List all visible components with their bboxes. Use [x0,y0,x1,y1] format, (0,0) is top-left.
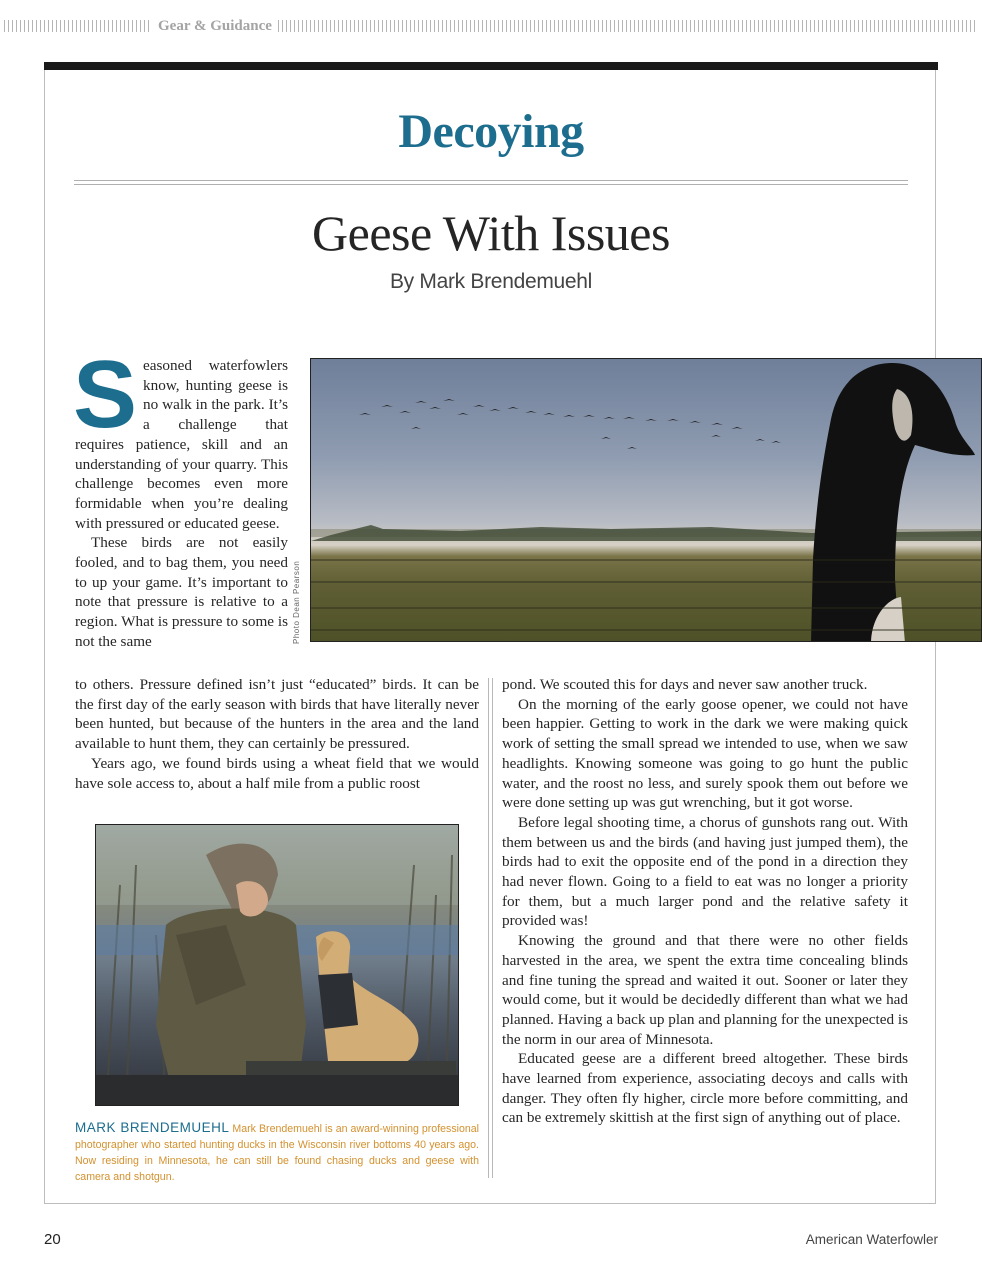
caption-bio: Mark Brendemuehl is an award-winning professional photographer who started hunting ducks in the Wisconsin river bottoms 40 years ago. Now residing in Minnesota, he can still be found chasing ducks and geese with camera and shotgun. [75,1123,480,1183]
right-column [502,675,908,1128]
column-divider [488,678,493,1178]
hero-photo-illustration [311,359,982,642]
article-headline: Geese With Issues [312,205,670,261]
tick-rule-left [4,20,152,32]
tick-rule-right [278,20,978,32]
drop-cap: S [73,341,138,448]
right-paragraph-1: pond. We scouted this for days and never saw another truck. [502,676,868,693]
author-photo-hunter-dog [95,824,459,1106]
section-header-strip [0,16,982,36]
right-paragraph-3: Before legal shooting time, a chorus of gunshots rang out. With them between us and the birds (and having just jumped them), the birds had to exit the opposite end of the pond in a direction they had never flown. Going to a field to eat was no longer a priority for them, but a much larger pond and the relative safety it provided was! [502,813,908,930]
caption-author-name: MARK BRENDEMUEHL [75,1120,230,1135]
flying-geese-flock [359,399,781,449]
decoy-goose-silhouette [811,363,975,642]
author-caption [75,1120,479,1185]
right-paragraph-5: Educated geese are a different breed altogether. These birds have learned from experience, associating decoys and calls with danger. They often fly higher, circle more before committing, and can be extremely skittish at the first sign of anything out of place. [502,1050,908,1127]
publication-name: American Waterfowler [805,1232,938,1247]
page-number: 20 [44,1231,61,1248]
right-paragraph-2: On the morning of the early goose opener, we could not have been happier. Getting to work in the dark we were making quick work of setting the small spread we intended to use, when we saw headlights. Knowing someone was going to go hunt the public water, and the roost no less, and surely spook them out before we were done setting up was gut wrenching, but it got worse. [502,695,908,812]
photo-credit: Photo Dean Pearson [292,560,301,644]
intro-column [73,341,288,652]
left-paragraph-1: to others. Pressure defined isn’t just “educated” birds. It can be the first day of the early season with birds that have literally never been hunted, but because of the hunters in the area and the land available to hunt them, they can certainly be pressured. [75,676,479,753]
intro-text: easoned waterfowlers know, hunting geese is no walk in the park. It’s a challenge that requires patience, skill and an understanding of your quarry. This challenge becomes even more formidable when you’re dealing with pressured or educated geese. [75,357,288,532]
right-paragraph-4: Knowing the ground and that there were no other fields harvested in the area, we spent the extra time concealing blinds and fine tuning the spread and waited it out. Sooner or later they would come, but it would be decidedly different than what we had planned. Having a back up plan and planning for the unexpected is the norm in our area of Minnesota. [502,932,908,1048]
hero-photo-geese-field [310,358,982,642]
left-column [75,675,479,793]
author-photo-illustration [96,825,459,1106]
title-rule [74,180,908,185]
frame-top-bar [44,62,938,70]
left-paragraph-2: Years ago, we found birds using a wheat field that we would have sole access to, about a half mile from a public roost [75,754,479,792]
section-label: Gear & Guidance [158,17,272,34]
article-kicker: Decoying [398,105,584,158]
intro-paragraph-2: These birds are not easily fooled, and to bag them, you need to up your game. It’s important to note that pressure is relative to a region. What is pressure to some is not the same [75,534,288,650]
article-byline: By Mark Brendemuehl [389,270,593,293]
intro-paragraph [73,341,288,533]
